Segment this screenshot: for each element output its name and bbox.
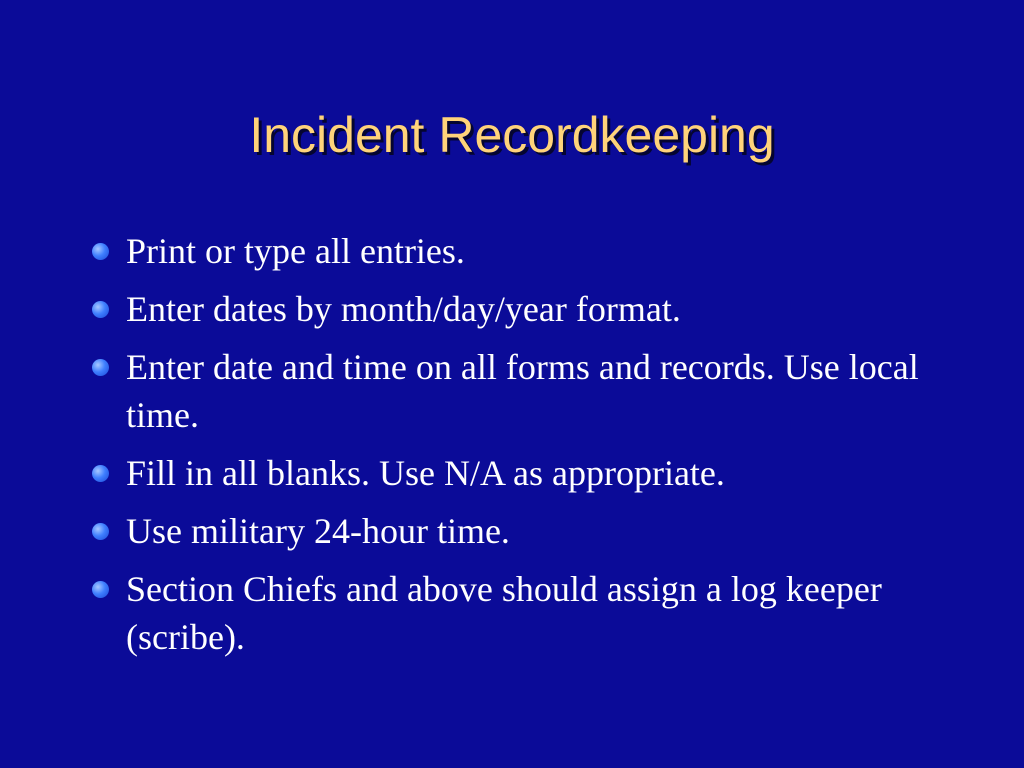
bullet-text: Fill in all blanks. Use N/A as appropriate.	[126, 453, 725, 493]
bullet-item	[88, 227, 928, 275]
bullet-text: Enter dates by month/day/year format.	[126, 289, 681, 329]
bullet-item	[88, 449, 928, 497]
bullet-text: Section Chiefs and above should assign a log keeper (scribe).	[126, 569, 882, 657]
bullet-text: Print or type all entries.	[126, 231, 465, 271]
bullet-dot-icon	[92, 581, 109, 598]
bullet-text: Use military 24-hour time.	[126, 511, 510, 551]
bullet-dot-icon	[92, 465, 109, 482]
bullet-item	[88, 285, 928, 333]
bullet-dot-icon	[92, 301, 109, 318]
bullet-dot-icon	[92, 359, 109, 376]
bullet-dot-icon	[92, 523, 109, 540]
bullet-list	[88, 227, 928, 671]
bullet-text: Enter date and time on all forms and records. Use local time.	[126, 347, 919, 435]
bullet-item	[88, 565, 928, 661]
bullet-dot-icon	[92, 243, 109, 260]
bullet-item	[88, 507, 928, 555]
slide-title: Incident Recordkeeping	[249, 107, 775, 163]
bullet-item	[88, 343, 928, 439]
